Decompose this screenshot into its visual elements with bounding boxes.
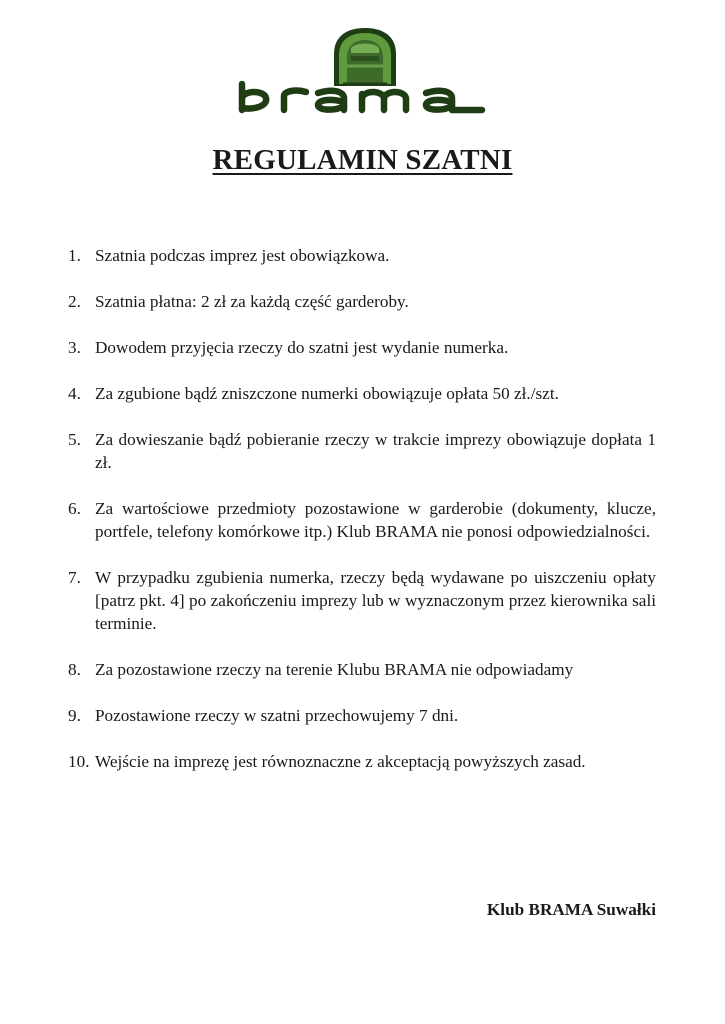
rule-number: 1.: [68, 246, 81, 265]
list-item: [68, 497, 656, 543]
list-item: [68, 658, 656, 681]
list-item: [68, 290, 656, 313]
rule-text: Wejście na imprezę jest równoznaczne z akceptacją powyższych zasad.: [95, 752, 586, 771]
rule-number: 9.: [68, 706, 81, 725]
page-title: REGULAMIN SZATNI: [212, 144, 513, 176]
rule-text: Za dowieszanie bądź pobieranie rzeczy w trakcie imprezy obowiązuje dopłata 1 zł.: [95, 430, 656, 472]
rule-number: 3.: [68, 338, 81, 357]
list-item: [68, 336, 656, 359]
rule-text: Szatnia podczas imprez jest obowiązkowa.: [95, 246, 390, 265]
list-item: [68, 566, 656, 635]
gate-emblem-icon: [334, 28, 396, 86]
list-item: [68, 244, 656, 267]
list-item: [68, 428, 656, 474]
rule-text: W przypadku zgubienia numerka, rzeczy będą wydawane po uiszczeniu opłaty [patrz pkt. 4] po zakończeniu imprezy lub w wyznaczonym przez kierownika sali terminie.: [95, 568, 656, 633]
list-item: [68, 382, 656, 405]
signature: Klub BRAMA Suwałki: [486, 900, 656, 919]
list-item: [68, 704, 656, 727]
rule-number: 5.: [68, 430, 81, 449]
rule-text: Za zgubione bądź zniszczone numerki obowiązuje opłata 50 zł./szt.: [95, 384, 559, 403]
rule-number: 8.: [68, 660, 81, 679]
rule-number: 2.: [68, 292, 81, 311]
rules-list: [68, 244, 656, 796]
rule-text: Za wartościowe przedmioty pozostawione w garderobie (dokumenty, klucze, portfele, telefony komórkowe itp.) Klub BRAMA nie ponosi odpowiedzialności.: [95, 499, 656, 541]
rule-text: Pozostawione rzeczy w szatni przechowujemy 7 dni.: [95, 706, 459, 725]
brama-wordmark: [242, 84, 482, 110]
brama-logo: [230, 26, 500, 114]
rule-number: 7.: [68, 568, 81, 587]
rule-number: 4.: [68, 384, 81, 403]
rule-number: 6.: [68, 499, 81, 518]
rule-text: Za pozostawione rzeczy na terenie Klubu BRAMA nie odpowiadamy: [95, 660, 574, 679]
rule-number: 10.: [68, 752, 90, 771]
rule-text: Szatnia płatna: 2 zł za każdą część garderoby.: [95, 292, 409, 311]
list-item: [68, 750, 656, 773]
rule-text: Dowodem przyjęcia rzeczy do szatni jest wydanie numerka.: [95, 338, 509, 357]
